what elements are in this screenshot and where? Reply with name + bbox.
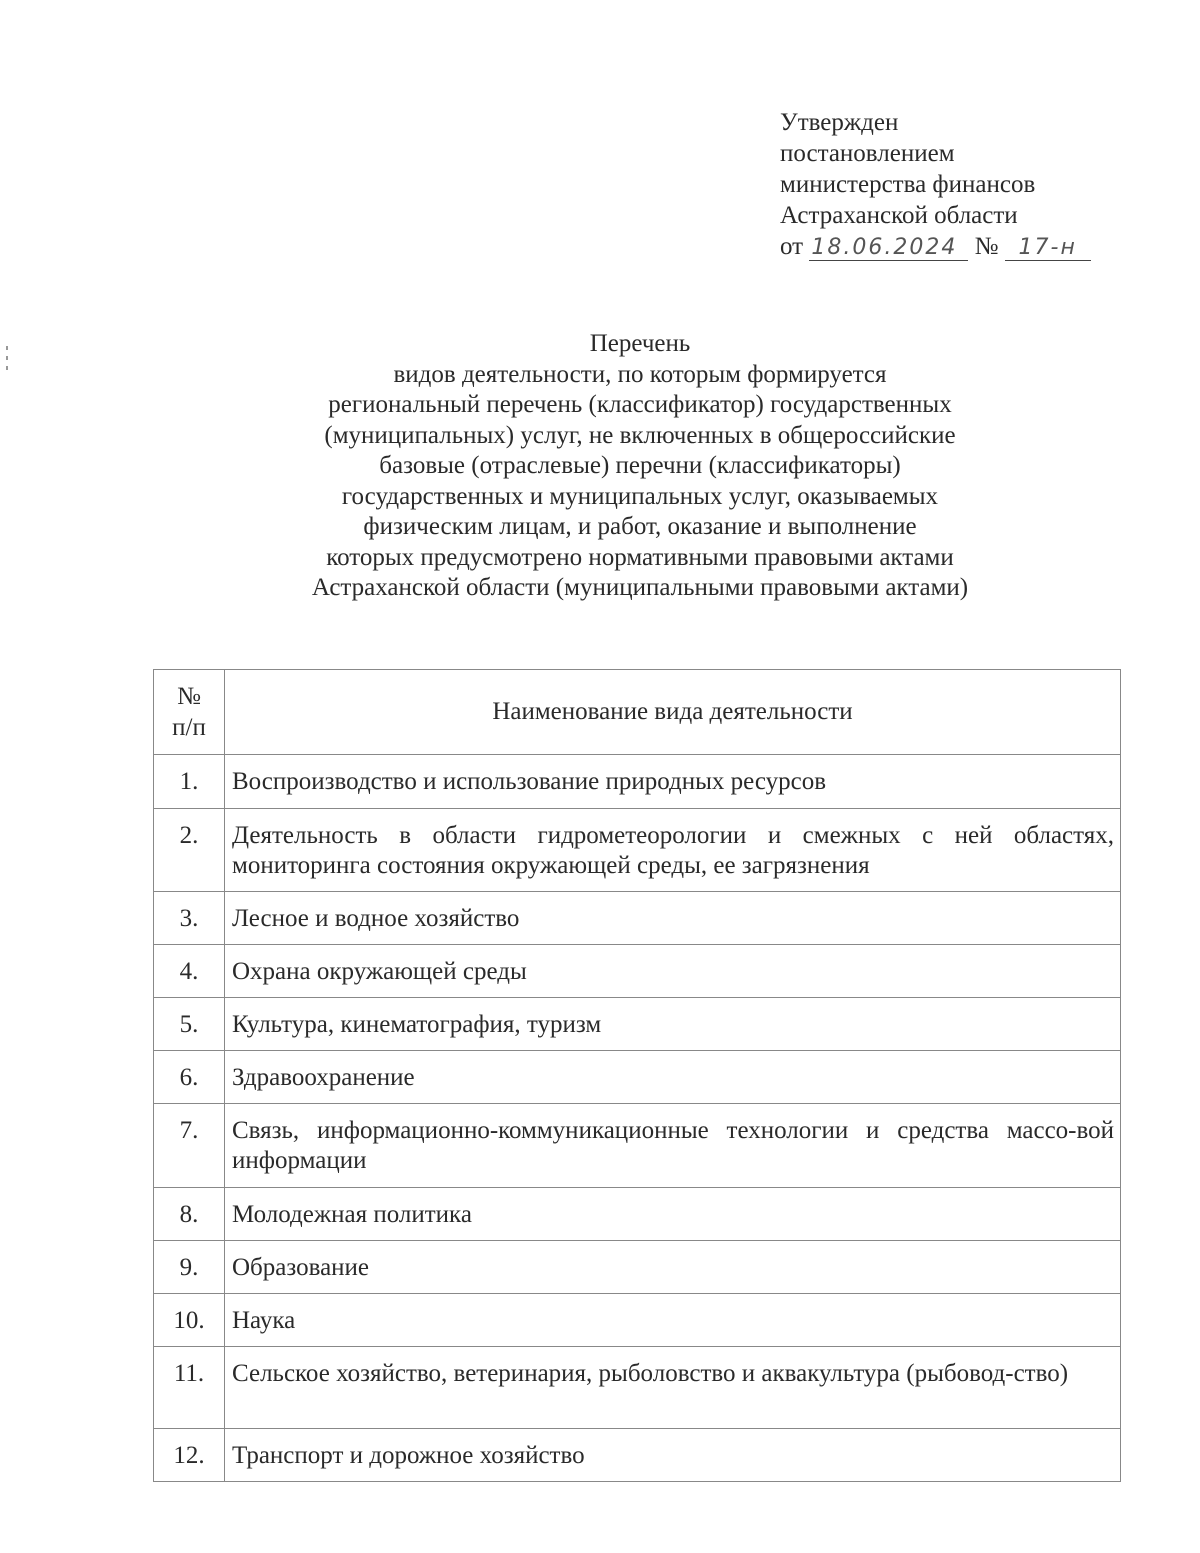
- title-line: (муниципальных) услуг, не включенных в общероссийские: [324, 421, 956, 449]
- table-row: [154, 809, 1121, 892]
- header-number-pp: п/п: [172, 714, 206, 741]
- row-name: Деятельность в области гидрометеорологии и смежных с ней областях, мониторинга состояния окружающей среды, ее загрязнения: [225, 809, 1121, 892]
- table-row: [154, 1347, 1121, 1429]
- row-name: Здравоохранение: [225, 1051, 1121, 1104]
- document-title: [150, 329, 1130, 604]
- title-line: Перечень: [589, 330, 691, 357]
- row-name: Охрана окружающей среды: [225, 945, 1121, 998]
- table-row: [154, 1188, 1121, 1241]
- table-row: [154, 755, 1121, 809]
- approval-line: Утвержден: [780, 109, 899, 136]
- table-row: [154, 1051, 1121, 1104]
- header-number-sign: №: [177, 683, 201, 710]
- row-name: Образование: [225, 1241, 1121, 1294]
- margin-mark: [6, 346, 9, 376]
- approval-line: министерства финансов: [780, 171, 1036, 198]
- row-name: Культура, кинематография, туризм: [225, 998, 1121, 1051]
- handwritten-number: 17-н: [1005, 236, 1091, 261]
- row-name: Сельское хозяйство, ветеринария, рыболовство и аквакультура (рыбовод-ство): [225, 1347, 1121, 1429]
- row-number: 11.: [154, 1347, 225, 1429]
- row-number: 9.: [154, 1241, 225, 1294]
- title-line: региональный перечень (классификатор) государственных: [328, 391, 952, 418]
- approval-line: постановлением: [780, 140, 955, 167]
- title-line: физическим лицам, и работ, оказание и выполнение: [363, 513, 917, 540]
- title-line: Астраханской области (муниципальными правовыми актами): [311, 574, 969, 601]
- activities-table: [153, 669, 1121, 1482]
- row-name: Молодежная политика: [225, 1188, 1121, 1241]
- row-number: 6.: [154, 1051, 225, 1104]
- row-number: 3.: [154, 892, 225, 945]
- row-number: 1.: [154, 755, 225, 809]
- table-row: [154, 1294, 1121, 1347]
- date-prefix: от: [780, 233, 804, 260]
- row-name: Транспорт и дорожное хозяйство: [225, 1429, 1121, 1482]
- row-number: 12.: [154, 1429, 225, 1482]
- row-number: 8.: [154, 1188, 225, 1241]
- row-number: 4.: [154, 945, 225, 998]
- approval-date-line: [780, 231, 1160, 262]
- header-number: [154, 670, 225, 755]
- title-line: базовые (отраслевые) перечни (классификаторы): [379, 452, 901, 479]
- header-name: Наименование вида деятельности: [225, 670, 1121, 755]
- title-line: которых предусмотрено нормативными правовыми актами: [326, 543, 954, 571]
- row-name: Связь, информационно-коммуникационные технологии и средства массо-вой информации: [225, 1104, 1121, 1188]
- number-prefix: №: [974, 233, 999, 260]
- title-line: видов деятельности, по которым формируется: [393, 360, 887, 388]
- table-row: [154, 998, 1121, 1051]
- table-row: [154, 892, 1121, 945]
- row-number: 10.: [154, 1294, 225, 1347]
- row-number: 7.: [154, 1104, 225, 1188]
- table-row: [154, 1241, 1121, 1294]
- row-name: Лесное и водное хозяйство: [225, 892, 1121, 945]
- title-line: государственных и муниципальных услуг, оказываемых: [341, 482, 939, 510]
- approval-stamp-block: [780, 107, 1160, 262]
- row-number: 5.: [154, 998, 225, 1051]
- handwritten-date: 18.06.2024: [809, 236, 968, 261]
- table-row: [154, 945, 1121, 998]
- table-row: [154, 1429, 1121, 1482]
- approval-line: Астраханской области: [780, 202, 1018, 229]
- table-row: [154, 1104, 1121, 1188]
- row-name: Наука: [225, 1294, 1121, 1347]
- row-number: 2.: [154, 809, 225, 892]
- row-name: Воспроизводство и использование природных ресурсов: [225, 755, 1121, 809]
- table-header-row: [154, 670, 1121, 755]
